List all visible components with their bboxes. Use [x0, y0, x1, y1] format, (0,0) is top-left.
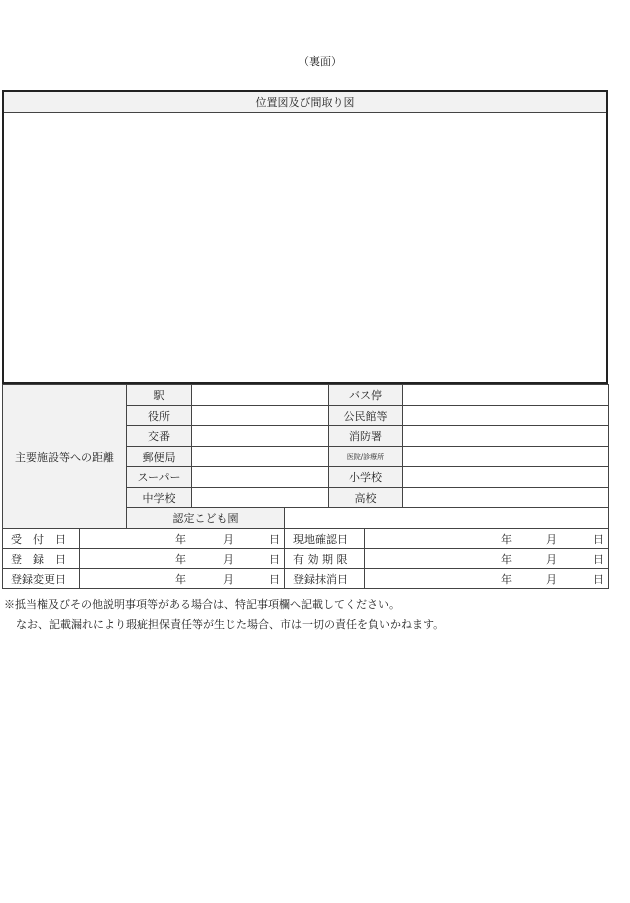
date-day-label: 日	[269, 572, 280, 586]
date-label: 有 効 期 限	[284, 548, 365, 569]
date-label: 登 録 日	[2, 548, 80, 569]
date-month-label: 月	[546, 552, 557, 566]
facility-distance-field[interactable]	[191, 405, 329, 426]
date-month-label: 月	[223, 572, 234, 586]
date-day-label: 日	[593, 572, 604, 586]
date-month-label: 月	[223, 532, 234, 546]
facility-label: 駅	[126, 384, 192, 406]
date-month-label: 月	[546, 532, 557, 546]
facility-distance-field[interactable]	[191, 384, 329, 406]
facility-distance-field[interactable]	[284, 507, 609, 529]
facility-label: バス停	[328, 384, 403, 406]
map-header: 位置図及び間取り図	[4, 92, 606, 113]
page-title: （裏面）	[298, 55, 342, 68]
date-label: 登録変更日	[2, 568, 80, 589]
facility-distance-field[interactable]	[402, 405, 609, 426]
facility-label: 消防署	[328, 425, 403, 447]
date-year-label: 年	[501, 572, 512, 586]
date-label: 現地確認日	[284, 528, 365, 549]
location-map-area	[2, 90, 608, 384]
facility-distance-field[interactable]	[191, 466, 329, 488]
date-day-label: 日	[593, 552, 604, 566]
facility-label: スーパー	[126, 466, 192, 488]
date-year-label: 年	[175, 552, 186, 566]
facility-label: 認定こども園	[126, 507, 285, 529]
date-day-label: 日	[269, 532, 280, 546]
facility-label: 高校	[328, 487, 403, 508]
distance-label: 主要施設等への距離	[2, 384, 127, 529]
facility-distance-field[interactable]	[402, 466, 609, 488]
date-year-label: 年	[175, 532, 186, 546]
facility-label: 交番	[126, 425, 192, 447]
date-field[interactable]	[364, 528, 609, 549]
date-day-label: 日	[269, 552, 280, 566]
facility-label: 中学校	[126, 487, 192, 508]
date-field[interactable]	[364, 568, 609, 589]
date-label: 受 付 日	[2, 528, 80, 549]
facility-distance-field[interactable]	[191, 487, 329, 508]
date-field[interactable]	[364, 548, 609, 569]
facility-distance-field[interactable]	[191, 425, 329, 447]
facility-label: 医院/診療所	[328, 446, 403, 467]
facility-distance-field[interactable]	[402, 487, 609, 508]
facility-distance-field[interactable]	[402, 446, 609, 467]
facility-distance-field[interactable]	[402, 425, 609, 447]
date-year-label: 年	[175, 572, 186, 586]
date-month-label: 月	[546, 572, 557, 586]
note-2: なお、記載漏れにより瑕疵担保責任等が生じた場合、市は一切の責任を負いかねます。	[16, 618, 445, 631]
note-1: ※抵当権及びその他説明事項等がある場合は、特記事項欄へ記載してください。	[4, 598, 400, 611]
facility-distance-field[interactable]	[402, 384, 609, 406]
date-day-label: 日	[593, 532, 604, 546]
facility-distance-field[interactable]	[191, 446, 329, 467]
facility-label: 郵便局	[126, 446, 192, 467]
facility-label: 小学校	[328, 466, 403, 488]
date-year-label: 年	[501, 552, 512, 566]
date-field[interactable]	[79, 528, 285, 549]
date-year-label: 年	[501, 532, 512, 546]
date-label: 登録抹消日	[284, 568, 365, 589]
facility-label: 公民館等	[328, 405, 403, 426]
date-field[interactable]	[79, 548, 285, 569]
facility-label: 役所	[126, 405, 192, 426]
date-field[interactable]	[79, 568, 285, 589]
date-month-label: 月	[223, 552, 234, 566]
